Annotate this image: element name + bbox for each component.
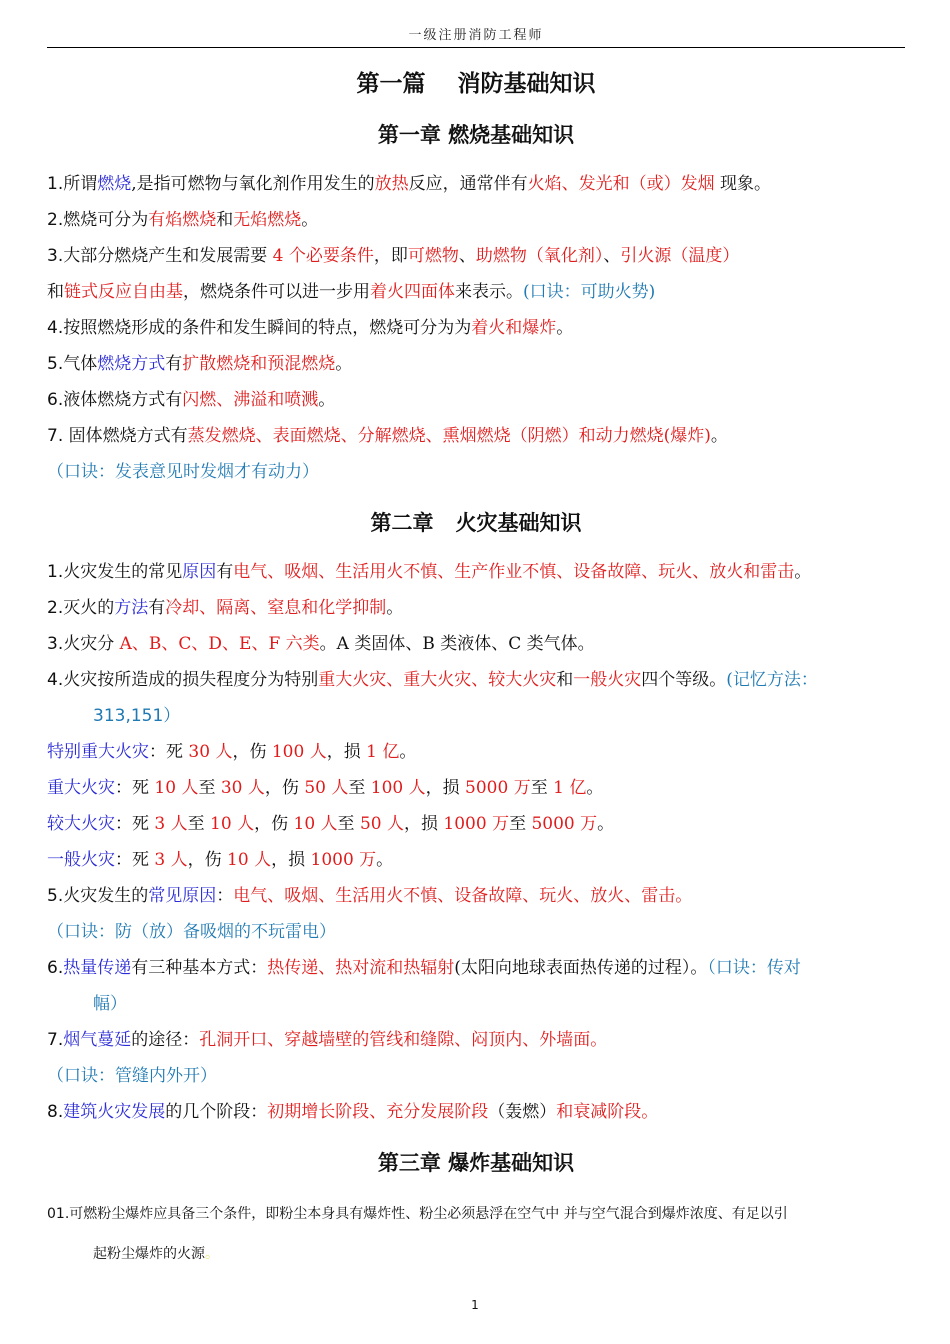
fire-grade-special: 特别重大火灾：死 30 人，伤 100 人，损 1 亿。: [47, 742, 417, 762]
ch2-item-5: 5.火灾发生的常见原因：电气、吸烟、生活用火不慎、设备故障、玩火、放火、雷击。: [47, 886, 693, 906]
ch1-item-7: 7. 固体燃烧方式有蒸发燃烧、表面燃烧、分解燃烧、熏烟燃烧（阴燃）和动力燃烧(爆炸)。: [47, 426, 728, 446]
ch1-item-4: 4.按照燃烧形成的条件和发生瞬间的特点，燃烧可分为为着火和爆炸。: [47, 318, 574, 338]
ch2-item-5-mnemonic: （口诀：防（放）备吸烟的不玩雷电）: [47, 922, 336, 942]
ch1-item-1: 1.所谓燃烧,是指可燃物与氧化剂作用发生的放热反应，通常伴有火焰、发光和（或）发烟 现象。: [47, 174, 772, 194]
ch1-item-5: 5.气体燃烧方式有扩散燃烧和预混燃烧。: [47, 354, 353, 374]
fire-grade-large: 较大火灾：死 3 人至 10 人，伤 10 人至 50 人，损 1000 万至 5000 万。: [47, 814, 615, 834]
ch1-item-6: 6.液体燃烧方式有闪燃、沸溢和喷溅。: [47, 390, 336, 410]
running-header: 一级注册消防工程师: [47, 24, 905, 48]
ch2-item-8: 8.建筑火灾发展的几个阶段：初期增长阶段、充分发展阶段（轰燃）和衰减阶段。: [47, 1102, 659, 1122]
ch1-item-3-cont: 和链式反应自由基，燃烧条件可以进一步用着火四面体来表示。(口诀：可助火势): [47, 282, 656, 302]
page-content: [47, 60, 905, 1274]
chapter-1-title: 第一章 燃烧基础知识: [377, 122, 575, 147]
ch2-item-2: 2.灭火的方法有冷却、隔离、窒息和化学抑制。: [47, 598, 404, 618]
ch1-item-2: 2.燃烧可分为有焰燃烧和无焰燃烧。: [47, 210, 319, 230]
ch2-item-3: 3.火灾分 A、B、C、D、E、F 六类。A 类固体、B 类液体、C 类气体。: [47, 634, 595, 654]
ch3-item-1: 01.可燃粉尘爆炸应具备三个条件，即粉尘本身具有爆炸性、粉尘必须悬浮在空气中 并与空气混合到爆炸浓度、有足以引: [47, 1206, 788, 1222]
ch2-item-7: 7.烟气蔓延的途径：孔洞开口、穿越墙壁的管线和缝隙、闷顶内、外墙面。: [47, 1030, 608, 1050]
ch2-item-4: 4.火灾按所造成的损失程度分为特别重大火灾、重大火灾、较大火灾和一般火灾四个等级。(记忆方法：: [47, 670, 818, 690]
ch2-item-6-cont: 幅）: [93, 994, 127, 1014]
fire-grade-general: 一般火灾：死 3 人，伤 10 人，损 1000 万。: [47, 850, 394, 870]
ch2-item-6: 6.热量传递有三种基本方式：热传递、热对流和热辐射(太阳向地球表面热传递的过程）。（口诀：传对: [47, 958, 801, 978]
part-title: 第一篇 消防基础知识: [356, 70, 596, 97]
fire-grade-major: 重大火灾：死 10 人至 30 人，伤 50 人至 100 人，损 5000 万至 1 亿。: [47, 778, 604, 798]
ch2-item-1: 1.火灾发生的常见原因有电气、吸烟、生活用火不慎、生产作业不慎、设备故障、玩火、放火和雷击。: [47, 562, 812, 582]
ch3-item-1-cont: 起粉尘爆炸的火源。: [93, 1246, 219, 1262]
page-number: 1: [471, 1298, 479, 1312]
ch2-item-4-cont: 313,151）: [93, 706, 181, 726]
ch1-mnemonic: （口诀：发表意见时发烟才有动力）: [47, 462, 319, 482]
chapter-2-title: 第二章 火灾基础知识: [370, 510, 582, 535]
chapter-3-title: 第三章 爆炸基础知识: [377, 1150, 575, 1175]
ch1-item-3: 3.大部分燃烧产生和发展需要 4 个必要条件，即可燃物、助燃物（氧化剂）、引火源（温度）: [47, 246, 740, 266]
ch2-item-7-mnemonic: （口诀：管缝内外开）: [47, 1066, 217, 1086]
